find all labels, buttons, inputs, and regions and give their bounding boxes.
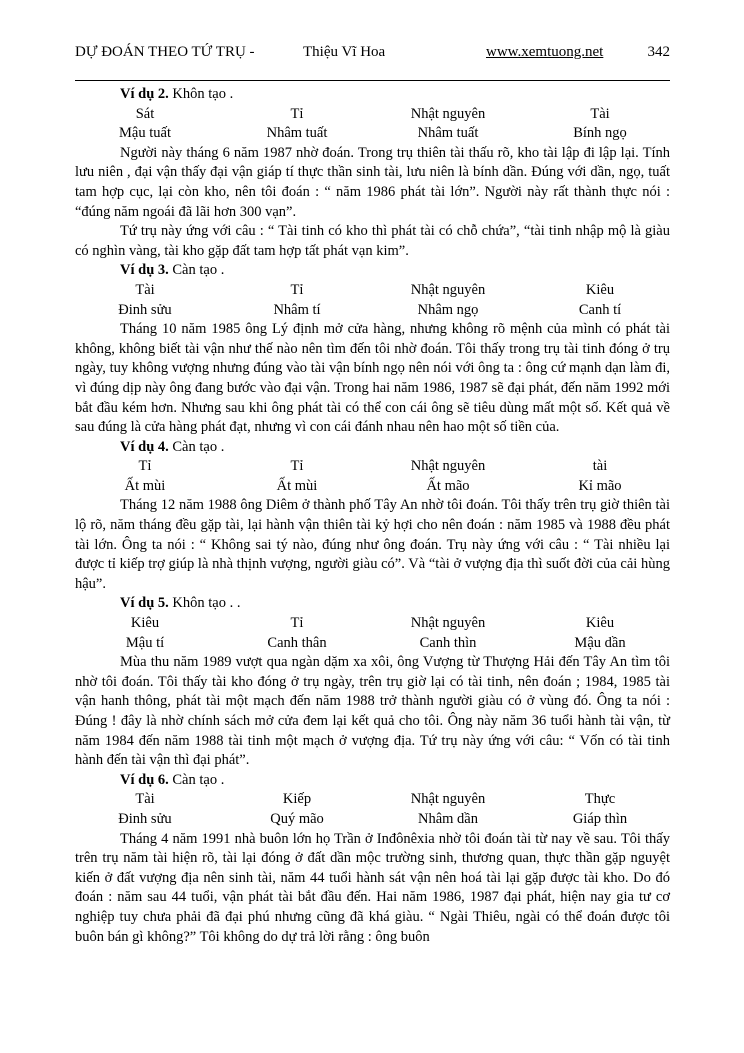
page-number: 342	[647, 44, 670, 60]
pillar-header-row	[75, 457, 670, 477]
pillar-value: Nhâm tuất	[417, 125, 479, 142]
book-title: DỰ ĐOÁN THEO TỨ TRỤ -	[75, 44, 255, 60]
paragraph: Tháng 4 năm 1991 nhà buôn lớn họ Trần ở Inđônêxia nhờ tôi đoán tài từ nay về sau. Tôi thấy trên trụ năm tài hiện rõ, tài lại đóng ở đất dần mộc trường sinh, thương quan, thực thần gặp nguyệt kiến ở đất vượng địa nên sinh tài, năm 44 tuổi hành sát vận nên hoá tài lại gặp được tài kho. Do đó đoán : năm sau 44 tuổi, vận phát tài bắt đầu đến. Hai năm 1986, 1987 đại phát, hiện nay gia tư cơ nghiệp tuy chưa phải đã đại phú nhưng cũng đã khá giàu. “ Ngài Thiêu, ngài có thể đoán được tôi buôn bán gì không?” Tôi không do dự trả lời rằng : ông buôn	[75, 830, 670, 945]
pillar-value-row	[75, 477, 670, 497]
pillar-header-row	[75, 790, 670, 810]
pillar-header: Tài	[135, 281, 155, 298]
pillar-value: Quý mão	[270, 810, 324, 827]
pillar-value: Nhâm tí	[273, 301, 321, 318]
pillar-header: Kiêu	[585, 615, 615, 632]
pillar-value: Nhâm dần	[418, 810, 478, 827]
pillar-header: Kiêu	[130, 615, 160, 632]
pillar-value-row	[75, 634, 670, 654]
example-type: Khôn tạo . .	[172, 595, 241, 612]
pillar-value: Canh thân	[267, 634, 327, 651]
example-heading	[75, 261, 670, 281]
example-heading	[75, 85, 670, 105]
paragraph: Tứ trụ này ứng với câu : “ Tài tinh có kho thì phát tài có chỗ chứa”, “tài tinh nhập mộ là giàu có nghìn vàng, tài kho gặp đất tam hợp tất phát vạn kim”.	[75, 223, 670, 259]
pillar-header-row	[75, 614, 670, 634]
pillar-value-row	[75, 124, 670, 144]
example-type: Càn tạo .	[172, 771, 225, 788]
pillar-value: Ất mùi	[276, 477, 318, 494]
header-rule	[75, 80, 670, 81]
pillar-header: Tỉ	[138, 458, 152, 475]
pillar-header: Tỉ	[290, 615, 304, 632]
paragraph: Tháng 12 năm 1988 ông Diêm ở thành phố Tây An nhờ tôi đoán. Tôi thấy trên trụ giờ thiên tài lộ rõ, năm tháng đều gặp tài, lại hành vận thiên tài kỷ hợi cho nên đoán : năm 1985 và 1988 đều phát tài lớn. Ông ta nói : “ Không sai tý nào, đúng như ông đoán. Trụ này ứng với câu : “ Tài nhiều lại được tỉ kiếp trợ giúp là nhà thịnh vượng, người giàu có”. Và “tài ở vượng địa thì suốt đời của cải hùng hậu”.	[75, 497, 670, 592]
pillar-value: Đinh sửu	[118, 301, 172, 318]
example-label: Ví dụ 5.	[120, 595, 169, 612]
example-label: Ví dụ 2.	[120, 86, 169, 102]
pillar-header: Tài	[590, 105, 610, 122]
pillar-header: Nhật nguyên	[410, 281, 486, 298]
page-header	[75, 44, 670, 64]
pillar-header-row	[75, 281, 670, 301]
example-label: Ví dụ 4.	[120, 438, 169, 455]
pillar-header: tài	[592, 458, 608, 475]
example-heading	[75, 438, 670, 458]
pillar-value: Nhâm ngọ	[417, 301, 479, 318]
pillar-value-row	[75, 810, 670, 830]
example-type: Càn tạo .	[172, 262, 225, 279]
paragraph: Tháng 10 năm 1985 ông Lý định mở cửa hàng, nhưng không rõ mệnh của mình có phát tài không, không biết tài vận như thế nào nên tìm đến tôi nhờ đoán. Tôi thấy trong trụ tài tinh đóng ở trụ ngày, tuy không vượng nhưng đúng vào tài vận bính ngọ nên nói với ông ta : ông cứ mạnh dạn làm đi, vì đúng dịp này ông đang bước vào đại vận. Trong hai năm 1986, 1987 sẽ đại phát, đến năm 1992 mới bắt đầu kém hơn. Nhưng sau khi ông phát tài có thể con cái ông sẽ tiêu dùng mất một số. Kết quả về sau đúng là cửa hàng phát đạt, nhưng vì con cái đánh nhau nên hao một số tiền của.	[75, 321, 670, 436]
example-label: Ví dụ 6.	[120, 771, 169, 788]
pillar-value: Canh thìn	[419, 634, 477, 651]
pillar-header: Sát	[135, 105, 155, 122]
pillar-header: Tỉ	[290, 281, 304, 298]
pillar-value-row	[75, 301, 670, 321]
example-type: Khôn tạo .	[172, 86, 234, 102]
pillar-header-row	[75, 105, 670, 125]
pillar-header: Nhật nguyên	[410, 615, 486, 632]
pillar-header: Kiêu	[585, 281, 615, 298]
example-label: Ví dụ 3.	[120, 262, 169, 279]
pillar-value: Nhâm tuất	[266, 125, 328, 142]
page-body	[75, 85, 670, 947]
website-link[interactable]: www.xemtuong.net	[486, 44, 604, 60]
pillar-value: Mậu tuất	[119, 125, 171, 142]
example-heading	[75, 771, 670, 791]
pillar-value: Bính ngọ	[573, 125, 627, 142]
pillar-value: Ất mùi	[124, 477, 166, 494]
pillar-header: Kiếp	[282, 791, 312, 808]
pillar-value: Kỉ mão	[578, 477, 622, 494]
author-name: Thiệu Vĩ Hoa	[303, 44, 386, 60]
example-heading	[75, 594, 670, 614]
pillar-header: Tỉ	[290, 105, 304, 122]
pillar-value: Ất mão	[426, 477, 470, 494]
example-type: Càn tạo .	[172, 438, 225, 455]
pillar-header: Thực	[584, 791, 616, 808]
pillar-header: Tài	[135, 791, 155, 808]
pillar-value: Mậu tí	[125, 634, 165, 651]
paragraph: Người này tháng 6 năm 1987 nhờ đoán. Trong trụ thiên tài thấu rõ, kho tài lập đi lập lại. Tính lưu niên , đại vận thấy đại vận giáp tí thực thần sinh tài, lưu niên là bính dần. Đúng với dần, ngọ, tuất tam hợp cục, lại còn kho, nên tôi đoán : “ năm 1986 phát tài lớn”. Người này rất thành thực nói : “đúng năm ngoái đã lãi hơn 300 vạn”.	[75, 144, 670, 220]
paragraph: Mùa thu năm 1989 vượt qua ngàn dặm xa xôi, ông Vượng từ Thượng Hải đến Tây An tìm tôi nhờ tôi đoán. Tôi thấy tài kho đóng ở trụ ngày, trên trụ giờ lại có tài tinh, nên đoán ; 1984, 1985 tài vận hanh thông, phát tài một mạch đến năm 1988 trở thành người giàu có ở vùng đó. Ông ta nói : Đúng ! đây là nhờ chính sách mở cửa đem lại kết quả cho tôi. Ông này năm 36 tuổi hành tài vận, từ năm 1984 đến năm 1988 tài tinh một mạch ở vượng địa. Tứ trụ này ứng với câu: “ Vốn có tài tinh hành đến tài vận thì đại phát”.	[75, 654, 670, 769]
pillar-value: Canh tí	[578, 301, 622, 318]
pillar-header: Nhật nguyên	[410, 458, 486, 475]
pillar-value: Mậu dần	[574, 634, 626, 651]
pillar-header: Tỉ	[290, 458, 304, 475]
pillar-value: Đinh sửu	[118, 810, 172, 827]
pillar-header: Nhật nguyên	[410, 791, 486, 808]
pillar-header: Nhật nguyên	[410, 105, 486, 122]
pillar-value: Giáp thìn	[572, 810, 628, 827]
